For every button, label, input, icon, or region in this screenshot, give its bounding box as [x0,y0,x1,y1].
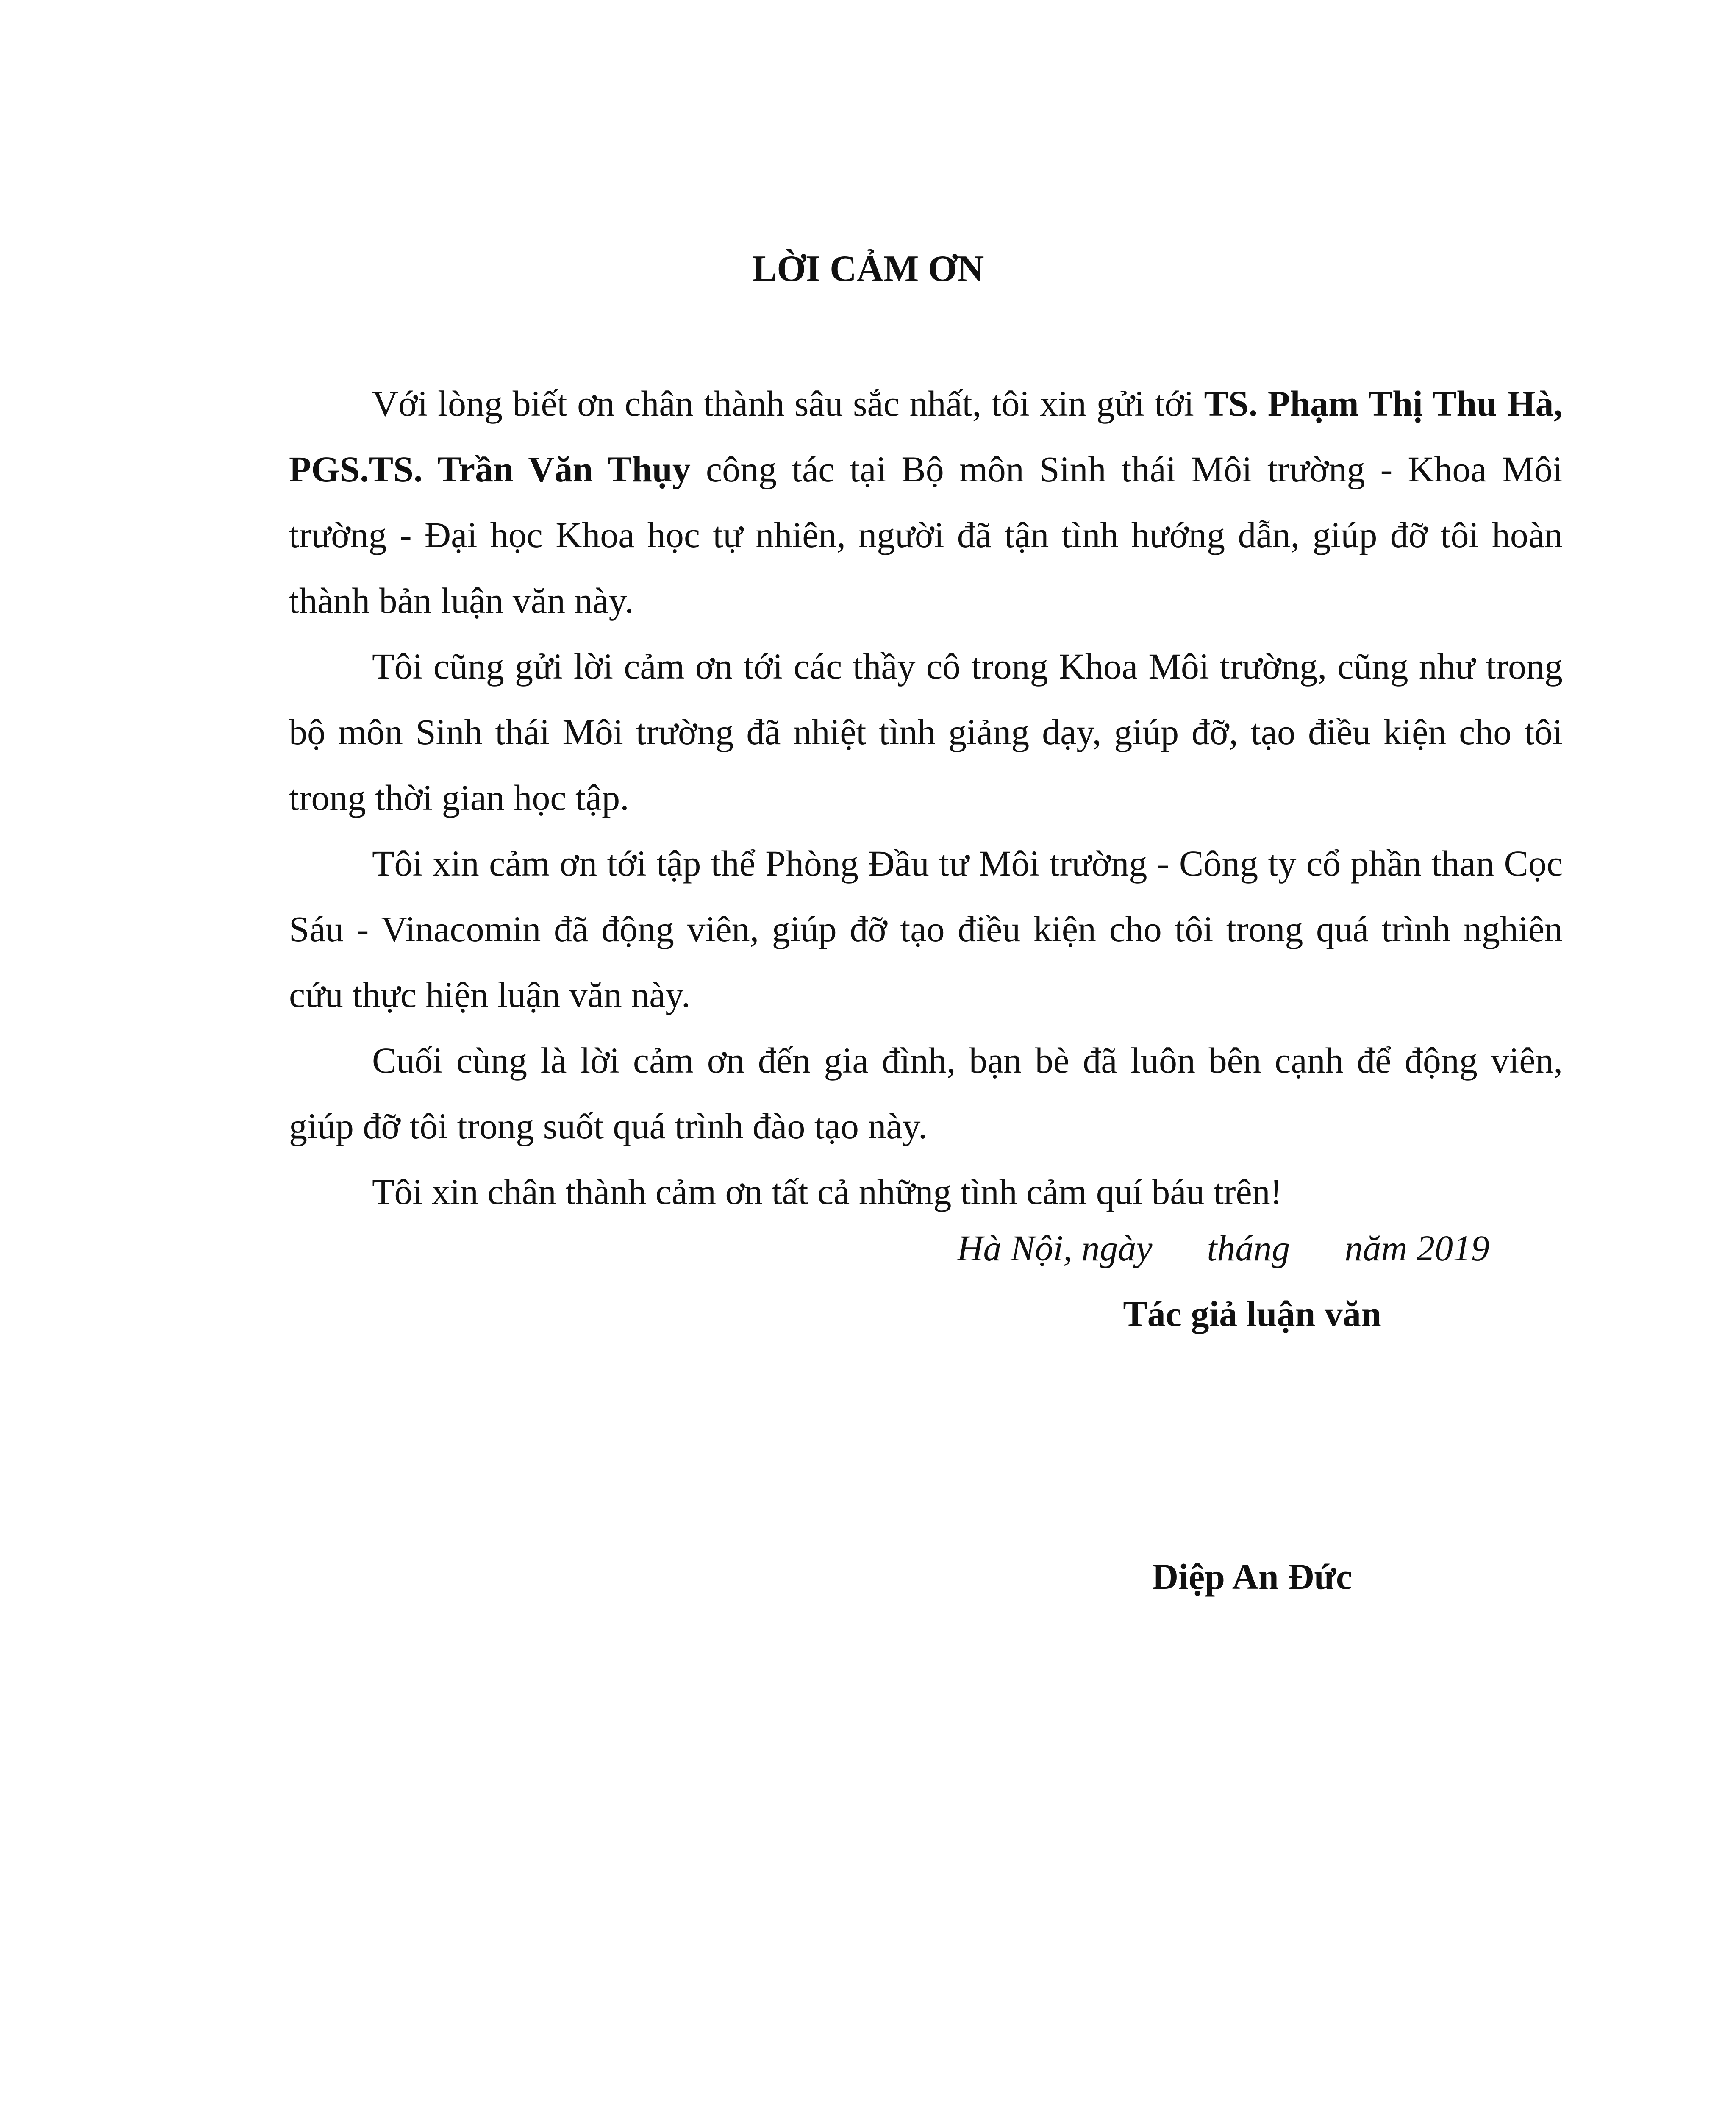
supervisors-names: TS. Phạm Thị Thu Hà, PGS.TS. Trần Văn Thụy [289,383,1563,489]
paragraph-1-rest: công tác tại Bộ môn Sinh thái Môi trường - Khoa Môi trường - Đại học Khoa học tự nhiên, người đã tận tình hướng dẫn, giúp đỡ tôi hoàn thành bản luận văn này. [289,449,1563,621]
paragraph-2: Tôi cũng gửi lời cảm ơn tới các thầy cô trong Khoa Môi trường, cũng như trong bộ môn Sinh thái Môi trường đã nhiệt tình giảng dạy, giúp đỡ, tạo điều kiện cho tôi trong thời gian học tập. [289,646,1563,818]
paragraph-5: Tôi xin chân thành cảm ơn tất cả những tình cảm quí báu trên! [372,1171,1283,1212]
paragraph-4: Cuối cùng là lời cảm ơn đến gia đình, bạn bè đã luôn bên cạnh để động viên, giúp đỡ tôi trong suốt quá trình đào tạo này. [289,1040,1563,1146]
page-title: LỜI CẢM ƠN [752,248,984,289]
acknowledgement-body [289,371,1563,1225]
paragraph-3: Tôi xin cảm ơn tới tập thể Phòng Đầu tư Môi trường - Công ty cổ phần than Cọc Sáu - Vinacomin đã động viên, giúp đỡ tạo điều kiện cho tôi trong quá trình nghiên cứu thực hiện luận văn này. [289,843,1563,1015]
date-line: Hà Nội, ngày tháng năm 2019 [957,1228,1489,1268]
paragraph-1 [289,371,1563,634]
paragraph-1-intro: Với lòng biết ơn chân thành sâu sắc nhất, tôi xin gửi tới [372,383,1204,424]
author-name: Diệp An Đức [1152,1556,1353,1597]
signature-title: Tác giả luận văn [1123,1293,1381,1334]
